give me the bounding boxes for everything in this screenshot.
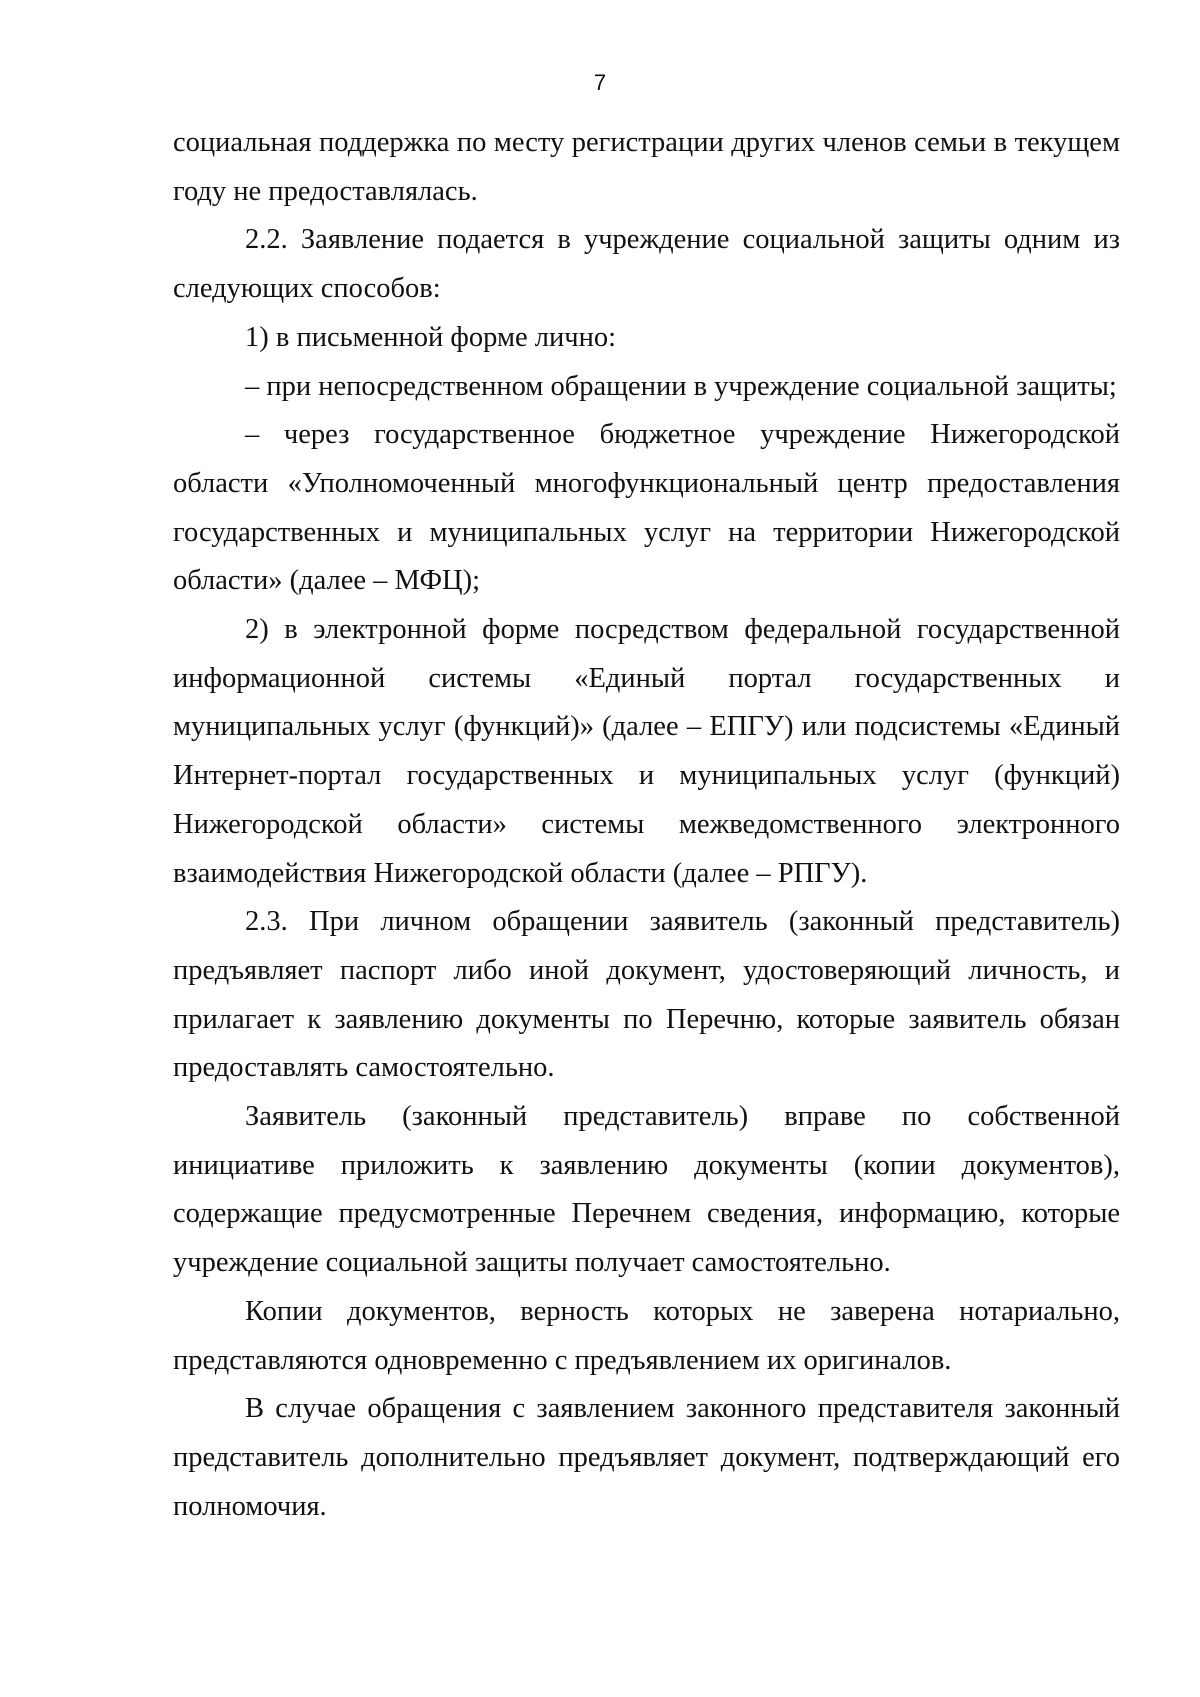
- paragraph: Заявитель (законный представитель) вправе по собственной инициативе приложить к заявлению документы (копии документов), содержащие предусмотренные Перечнем сведения, информацию, которые учреждение социальной защиты получает самостоятельно.: [173, 1101, 1120, 1279]
- paragraph-bullet: – при непосредственном обращении в учреждение социальной защиты;: [245, 370, 1117, 402]
- paragraph: социальная поддержка по месту регистрации других членов семьи в текущем году не предоставлялась.: [173, 127, 1120, 207]
- paragraph: Копии документов, верность которых не заверена нотариально, представляются одновременно с предъявлением их оригиналов.: [173, 1295, 1120, 1376]
- paragraph-method-1: 1) в письменной форме лично:: [245, 321, 616, 353]
- paragraph: В случае обращения с заявлением законного представителя законный представитель дополнительно предъявляет документ, подтверждающий его полномочия.: [173, 1393, 1120, 1522]
- document-body: [173, 119, 1120, 1531]
- paragraph-2-2: 2.2. Заявление подается в учреждение социальной защиты одним из следующих способов:: [173, 224, 1120, 305]
- page-number: 7: [593, 70, 607, 95]
- paragraph-2-3: 2.3. При личном обращении заявитель (законный представитель) предъявляет паспорт либо иной документ, удостоверяющий личность, и прилагает к заявлению документы по Перечню, которые заявитель обязан предоставлять самостоятельно.: [173, 906, 1120, 1084]
- paragraph-bullet: – через государственное бюджетное учреждение Нижегородской области «Уполномоченный многофункциональный центр предоставления государственных и муниципальных услуг на территории Нижегородской области» (далее – МФЦ);: [173, 419, 1120, 597]
- paragraph-method-2: 2) в электронной форме посредством федеральной государственной информационной системы «Единый портал государственных и муниципальных услуг (функций)» (далее – ЕПГУ) или подсистемы «Единый Интернет-портал государственных и муниципальных услуг (функций) Нижегородской области» системы межведомственного электронного взаимодействия Нижегородской области (далее – РПГУ).: [173, 614, 1120, 889]
